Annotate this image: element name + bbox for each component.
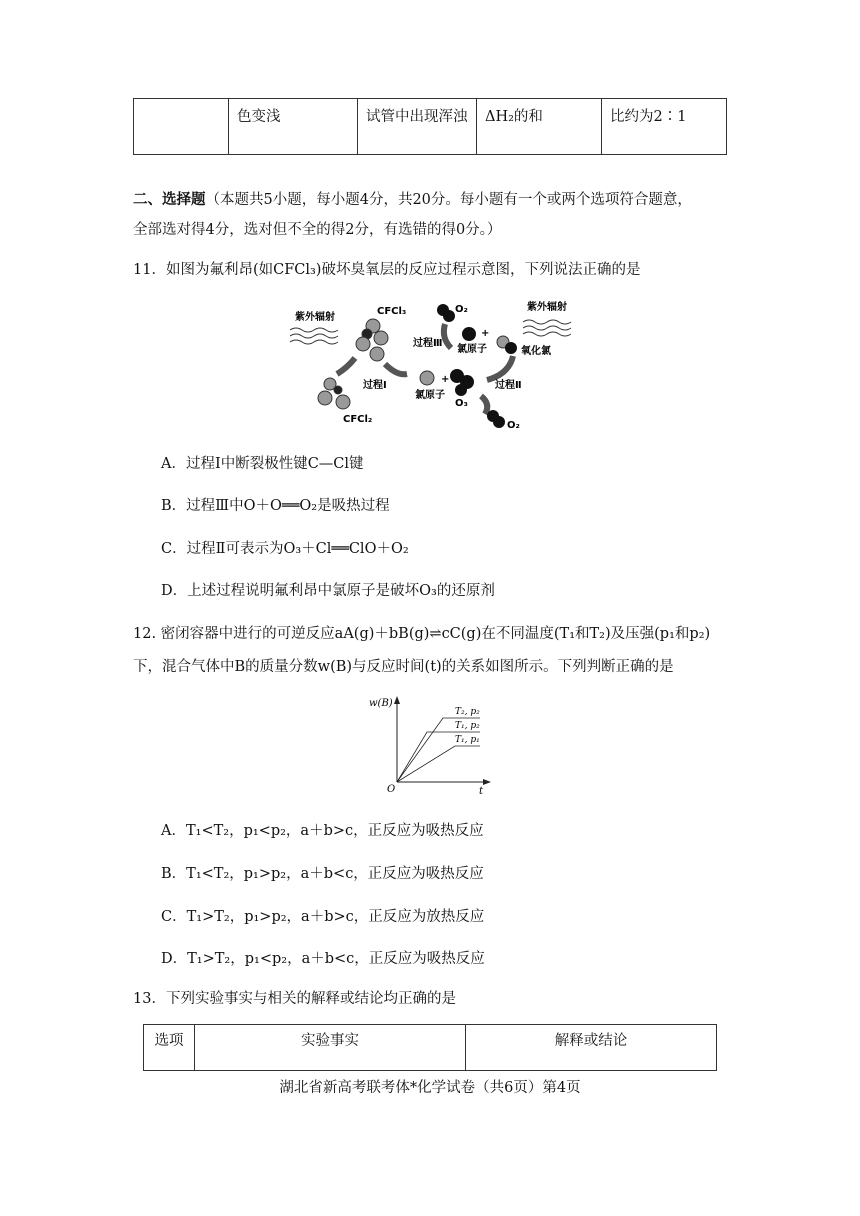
table-row <box>134 99 727 155</box>
clo-label: 氧化氯 <box>521 346 551 357</box>
table-cell: 色变浅 <box>229 99 358 155</box>
q12-option-d: D．T₁>T₂，p₁<p₂，a＋b<c，正反应为吸热反应 <box>161 951 485 967</box>
uv-label-right: 紫外辐射 <box>527 302 567 313</box>
oxygen-molecule-icon <box>487 410 505 428</box>
arrow-icon <box>444 324 451 348</box>
q11-option-d: D．上述过程说明氟利昂中氯原子是破坏O₃的还原剂 <box>161 583 495 599</box>
y-axis-arrow-icon <box>394 696 400 704</box>
plus-sign: + <box>481 328 490 339</box>
q12-stem-1: 12. 密闭容器中进行的可逆反应aA(g)＋bB(g)⇌cC(g)在不同温度(T₁和T₂)及压强(p₁和p₂) <box>133 626 711 642</box>
cfcl2-molecule-icon <box>318 378 350 409</box>
uv-wave-left-icon <box>290 328 338 344</box>
table-header-cell: 选项 <box>144 1025 195 1071</box>
wb-time-chart <box>365 690 495 800</box>
q12-option-b: B．T₁<T₂，p₁>p₂，a＋b<c，正反应为吸热反应 <box>161 866 484 882</box>
x-axis-label: t <box>479 786 484 797</box>
table-cell: 比约为2∶1 <box>602 99 727 155</box>
table-header-cell: 解释或结论 <box>466 1025 717 1071</box>
table-header-row <box>144 1025 717 1071</box>
arrow-icon <box>487 356 513 380</box>
q12-option-a: A．T₁<T₂，p₁<p₂，a＋b>c，正反应为吸热反应 <box>161 823 484 839</box>
section-instruction-1: （本题共5小题，每小题4分，共20分。每小题有一个或两个选项符合题意， <box>205 192 692 208</box>
y-axis-label: w(B) <box>369 698 393 709</box>
cl-atom-label-top: 氯原子 <box>457 344 487 355</box>
top-table <box>133 98 727 155</box>
q12-stem-2: 下，混合气体中B的质量分数w(B)与反应时间(t)的关系如图所示。下列判断正确的是 <box>133 659 674 675</box>
table-header-cell: 实验事实 <box>195 1025 466 1071</box>
arrow-icon <box>385 364 407 374</box>
q13-table <box>143 1024 717 1071</box>
table-cell: ΔH₂的和 <box>477 99 602 155</box>
table-cell: 试管中出现浑浊 <box>358 99 477 155</box>
oxygen-atom-icon <box>462 327 476 341</box>
q11-option-a: A．过程Ⅰ中断裂极性键C—Cl键 <box>161 456 364 472</box>
plus-sign: + <box>441 374 450 385</box>
chlorine-atom-icon <box>420 371 434 385</box>
cfcl3-label: CFCl₃ <box>377 306 407 317</box>
o3-label: O₃ <box>455 398 468 409</box>
q11-option-c: C．过程Ⅱ可表示为O₃＋Cl══ClO＋O₂ <box>161 541 409 557</box>
section-instruction-2: 全部选对得4分，选对但不全的得2分，有选错的得0分。） <box>133 222 502 238</box>
process-3-label: 过程Ⅲ <box>413 338 443 349</box>
cl-atom-label-mid: 氯原子 <box>415 390 445 401</box>
process-2-label: 过程Ⅱ <box>495 380 522 391</box>
process-1-label: 过程Ⅰ <box>363 380 387 391</box>
table-cell <box>134 99 229 155</box>
origin-label: O <box>387 784 396 795</box>
series-label-t2p2: T₂, p₂ <box>455 707 480 717</box>
ozone-diagram <box>285 298 585 438</box>
clo-molecule-icon <box>497 336 517 354</box>
q13-stem: 13．下列实验事实与相关的解释或结论均正确的是 <box>133 991 456 1007</box>
arrow-icon <box>481 396 487 414</box>
q11-stem: 11．如图为氟利昂(如CFCl₃)破坏臭氧层的反应过程示意图，下列说法正确的是 <box>133 262 641 278</box>
cfcl3-molecule-icon <box>356 319 388 361</box>
uv-label-left: 紫外辐射 <box>295 312 335 323</box>
o2-label-top: O₂ <box>455 304 468 315</box>
ozone-molecule-icon <box>450 369 474 396</box>
q12-option-c: C．T₁>T₂，p₁>p₂，a＋b>c，正反应为放热反应 <box>161 909 485 925</box>
oxygen-atom-icon <box>443 310 455 322</box>
uv-wave-right-icon <box>523 320 571 336</box>
x-axis-arrow-icon <box>483 779 491 785</box>
series-label-t1p1: T₁, p₁ <box>455 735 480 745</box>
section-heading: 二、选择题 <box>133 191 206 208</box>
section-heading-line <box>133 188 692 209</box>
page-footer: 湖北省新高考联考体*化学试卷（共6页）第4页 <box>279 1080 581 1096</box>
q11-option-b: B．过程Ⅲ中O＋O══O₂是吸热过程 <box>161 498 390 514</box>
cfcl2-label: CFCl₂ <box>343 414 373 425</box>
o2-label-bottom: O₂ <box>507 420 520 431</box>
arrow-icon <box>337 358 355 374</box>
series-label-t1p2: T₁, p₂ <box>455 721 480 731</box>
